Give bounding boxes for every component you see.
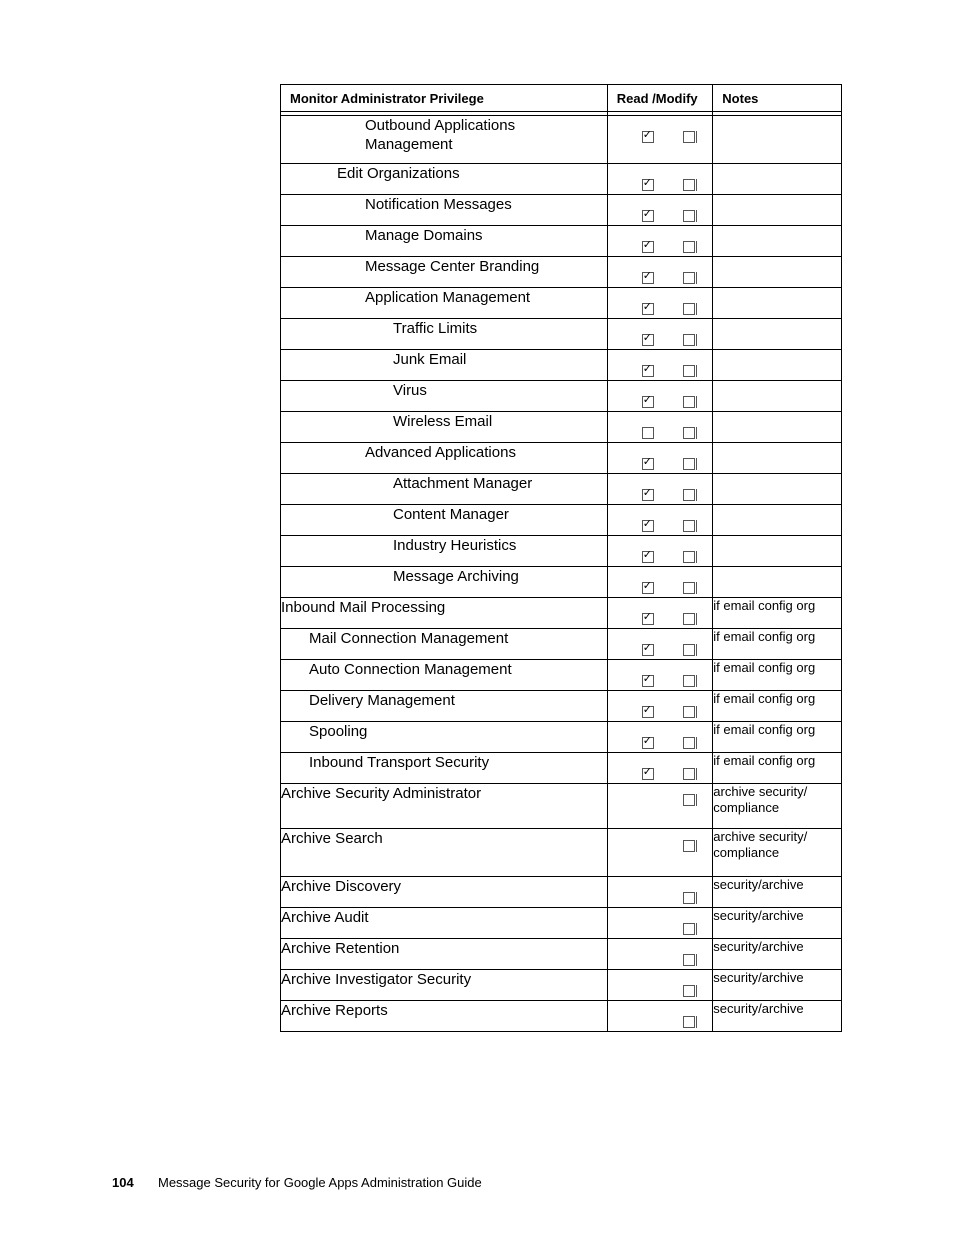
privilege-name: Traffic Limits [393, 320, 478, 337]
modify-checkbox-unchecked[interactable] [683, 210, 695, 222]
notes-cell: archive security/ compliance [713, 829, 842, 877]
read-checkbox-checked[interactable] [642, 365, 654, 377]
table-row [281, 598, 842, 629]
notes-cell [713, 195, 842, 226]
privilege-name: Archive Discovery [281, 878, 402, 895]
table-row [281, 505, 842, 536]
modify-checkbox-unchecked[interactable] [683, 365, 695, 377]
table-row [281, 257, 842, 288]
privilege-name-cell [281, 784, 608, 829]
notes-cell: if email config org [713, 691, 842, 722]
privilege-name-cell [281, 319, 608, 350]
read-modify-cell [607, 1001, 713, 1032]
privilege-name-cell [281, 226, 608, 257]
privilege-name: Message Center Branding [365, 258, 540, 275]
read-checkbox-checked[interactable] [642, 458, 654, 470]
privilege-name-cell [281, 598, 608, 629]
modify-checkbox-unchecked[interactable] [683, 675, 695, 687]
privilege-name-cell [281, 257, 608, 288]
privilege-name: Archive Investigator Security [281, 971, 472, 988]
privilege-name-cell [281, 164, 608, 195]
read-modify-cell [607, 319, 713, 350]
privilege-name: Spooling [309, 723, 368, 740]
read-modify-cell [607, 443, 713, 474]
privilege-name: Auto Connection Management [309, 661, 512, 678]
read-checkbox-checked[interactable] [642, 675, 654, 687]
modify-checkbox-unchecked[interactable] [683, 179, 695, 191]
notes-cell: if email config org [713, 722, 842, 753]
modify-checkbox-unchecked[interactable] [683, 303, 695, 315]
privilege-name: Archive Security Administrator [281, 785, 482, 802]
read-checkbox-checked[interactable] [642, 396, 654, 408]
table-row [281, 691, 842, 722]
privilege-name: Delivery Management [309, 692, 455, 709]
privilege-name-cell [281, 660, 608, 691]
notes-cell [713, 567, 842, 598]
read-checkbox-checked[interactable] [642, 706, 654, 718]
privilege-name: Virus [393, 382, 427, 399]
privilege-name: Edit Organizations [337, 165, 460, 182]
privilege-name: Inbound Transport Security [309, 754, 490, 771]
read-checkbox-checked[interactable] [642, 303, 654, 315]
table-row [281, 381, 842, 412]
privilege-name: Application Management [365, 289, 531, 306]
privilege-table [280, 84, 842, 1032]
privilege-name-cell [281, 829, 608, 877]
privilege-name-cell [281, 474, 608, 505]
notes-cell [713, 350, 842, 381]
modify-checkbox-unchecked[interactable] [683, 582, 695, 594]
notes-cell: security/archive [713, 908, 842, 939]
read-checkbox-checked[interactable] [642, 520, 654, 532]
notes-cell: archive security/ compliance [713, 784, 842, 829]
read-modify-cell [607, 536, 713, 567]
notes-cell [713, 505, 842, 536]
table-row [281, 660, 842, 691]
read-modify-cell [607, 164, 713, 195]
read-modify-cell [607, 257, 713, 288]
table-row [281, 908, 842, 939]
table-row [281, 412, 842, 443]
privilege-name-cell [281, 877, 608, 908]
notes-cell: security/archive [713, 1001, 842, 1032]
read-modify-cell [607, 116, 713, 164]
modify-checkbox-unchecked[interactable] [683, 892, 695, 904]
read-modify-cell [607, 877, 713, 908]
modify-checkbox-unchecked[interactable] [683, 551, 695, 563]
privilege-name: Manage Domains [365, 227, 483, 244]
read-checkbox-checked[interactable] [642, 768, 654, 780]
privilege-name: Advanced Applications [365, 444, 516, 461]
notes-cell: security/archive [713, 877, 842, 908]
privilege-name: Message Archiving [393, 568, 519, 585]
read-modify-cell [607, 753, 713, 784]
privilege-name-cell [281, 381, 608, 412]
privilege-name: Archive Search [281, 830, 383, 847]
read-modify-cell [607, 629, 713, 660]
privilege-name-cell [281, 753, 608, 784]
privilege-name-cell [281, 505, 608, 536]
modify-checkbox-unchecked[interactable] [683, 954, 695, 966]
read-modify-cell [607, 908, 713, 939]
read-modify-cell [607, 226, 713, 257]
table-row [281, 722, 842, 753]
document-title: Message Security for Google Apps Administration Guide [158, 1175, 482, 1190]
table-row [281, 970, 842, 1001]
read-checkbox-checked[interactable] [642, 737, 654, 749]
privilege-name: Attachment Manager [393, 475, 533, 492]
notes-cell [713, 257, 842, 288]
read-checkbox-checked[interactable] [642, 179, 654, 191]
modify-checkbox-unchecked[interactable] [683, 489, 695, 501]
table-row [281, 629, 842, 660]
modify-checkbox-unchecked[interactable] [683, 241, 695, 253]
table-row [281, 116, 842, 164]
read-checkbox-checked[interactable] [642, 272, 654, 284]
modify-checkbox-unchecked[interactable] [683, 427, 695, 439]
read-checkbox-checked[interactable] [642, 489, 654, 501]
table-row [281, 288, 842, 319]
read-modify-cell [607, 784, 713, 829]
privilege-name-cell [281, 908, 608, 939]
privilege-name-cell [281, 970, 608, 1001]
header-read-modify: Read /Modify [607, 85, 713, 112]
notes-cell [713, 164, 842, 195]
notes-cell [713, 319, 842, 350]
header-notes: Notes [713, 85, 842, 112]
read-modify-cell [607, 722, 713, 753]
modify-checkbox-unchecked[interactable] [683, 1016, 695, 1028]
privilege-name: Mail Connection Management [309, 630, 509, 647]
table-row [281, 829, 842, 877]
read-modify-cell [607, 939, 713, 970]
notes-cell: security/archive [713, 970, 842, 1001]
read-checkbox-checked[interactable] [642, 241, 654, 253]
privilege-name: Industry Heuristics [393, 537, 517, 554]
table-row [281, 784, 842, 829]
privilege-name-cell [281, 443, 608, 474]
table-row [281, 195, 842, 226]
privilege-name: Archive Reports [281, 1002, 388, 1019]
modify-checkbox-unchecked[interactable] [683, 458, 695, 470]
table-row [281, 164, 842, 195]
read-checkbox-checked[interactable] [642, 131, 654, 143]
read-modify-cell [607, 829, 713, 877]
read-modify-cell [607, 288, 713, 319]
read-modify-cell [607, 474, 713, 505]
header-privilege: Monitor Administrator Privilege [281, 85, 608, 112]
table-row [281, 350, 842, 381]
read-modify-cell [607, 691, 713, 722]
table-header-row [281, 85, 842, 112]
notes-cell [713, 226, 842, 257]
notes-cell [713, 536, 842, 567]
privilege-name: Inbound Mail Processing [281, 599, 446, 616]
privilege-name: Junk Email [393, 351, 467, 368]
modify-checkbox-unchecked[interactable] [683, 334, 695, 346]
privilege-name-cell [281, 629, 608, 660]
privilege-name-cell [281, 567, 608, 598]
table-row [281, 536, 842, 567]
table-row [281, 567, 842, 598]
table-row [281, 939, 842, 970]
table-row [281, 1001, 842, 1032]
table-row [281, 319, 842, 350]
notes-cell [713, 443, 842, 474]
read-checkbox-checked[interactable] [642, 551, 654, 563]
read-modify-cell [607, 505, 713, 536]
read-modify-cell [607, 195, 713, 226]
read-modify-cell [607, 598, 713, 629]
privilege-name-cell [281, 691, 608, 722]
modify-checkbox-unchecked[interactable] [683, 794, 695, 806]
privilege-name-cell [281, 116, 608, 164]
read-checkbox-checked[interactable] [642, 582, 654, 594]
modify-checkbox-unchecked[interactable] [683, 737, 695, 749]
read-checkbox-checked[interactable] [642, 644, 654, 656]
table-row [281, 226, 842, 257]
privilege-name-cell [281, 536, 608, 567]
modify-checkbox-unchecked[interactable] [683, 272, 695, 284]
privilege-name: Wireless Email [393, 413, 493, 430]
privilege-name: Outbound Applications Management [365, 117, 516, 153]
notes-cell [713, 381, 842, 412]
privilege-name: Notification Messages [365, 196, 512, 213]
read-modify-cell [607, 350, 713, 381]
modify-checkbox-unchecked[interactable] [683, 644, 695, 656]
notes-cell: if email config org [713, 598, 842, 629]
privilege-name: Content Manager [393, 506, 509, 523]
modify-checkbox-unchecked[interactable] [683, 840, 695, 852]
read-modify-cell [607, 567, 713, 598]
table-row [281, 753, 842, 784]
privilege-name-cell [281, 939, 608, 970]
privilege-name: Archive Retention [281, 940, 400, 957]
read-modify-cell [607, 970, 713, 1001]
modify-checkbox-unchecked[interactable] [683, 923, 695, 935]
privilege-name-cell [281, 350, 608, 381]
read-checkbox-unchecked[interactable] [642, 427, 654, 439]
notes-cell [713, 288, 842, 319]
read-modify-cell [607, 660, 713, 691]
modify-checkbox-unchecked[interactable] [683, 768, 695, 780]
modify-checkbox-unchecked[interactable] [683, 706, 695, 718]
notes-cell: if email config org [713, 629, 842, 660]
notes-cell [713, 116, 842, 164]
notes-cell [713, 474, 842, 505]
modify-checkbox-unchecked[interactable] [683, 520, 695, 532]
read-modify-cell [607, 412, 713, 443]
table-row [281, 443, 842, 474]
privilege-name-cell [281, 195, 608, 226]
notes-cell: security/archive [713, 939, 842, 970]
read-modify-cell [607, 381, 713, 412]
modify-checkbox-unchecked[interactable] [683, 131, 695, 143]
privilege-name-cell [281, 722, 608, 753]
modify-checkbox-unchecked[interactable] [683, 396, 695, 408]
read-checkbox-checked[interactable] [642, 613, 654, 625]
privilege-name-cell [281, 1001, 608, 1032]
privilege-name: Archive Audit [281, 909, 369, 926]
table-row [281, 474, 842, 505]
notes-cell [713, 412, 842, 443]
modify-checkbox-unchecked[interactable] [683, 613, 695, 625]
modify-checkbox-unchecked[interactable] [683, 985, 695, 997]
read-checkbox-checked[interactable] [642, 210, 654, 222]
notes-cell: if email config org [713, 660, 842, 691]
privilege-name-cell [281, 288, 608, 319]
privilege-name-cell [281, 412, 608, 443]
table-row [281, 877, 842, 908]
page-number: 104 [112, 1175, 134, 1190]
notes-cell: if email config org [713, 753, 842, 784]
read-checkbox-checked[interactable] [642, 334, 654, 346]
